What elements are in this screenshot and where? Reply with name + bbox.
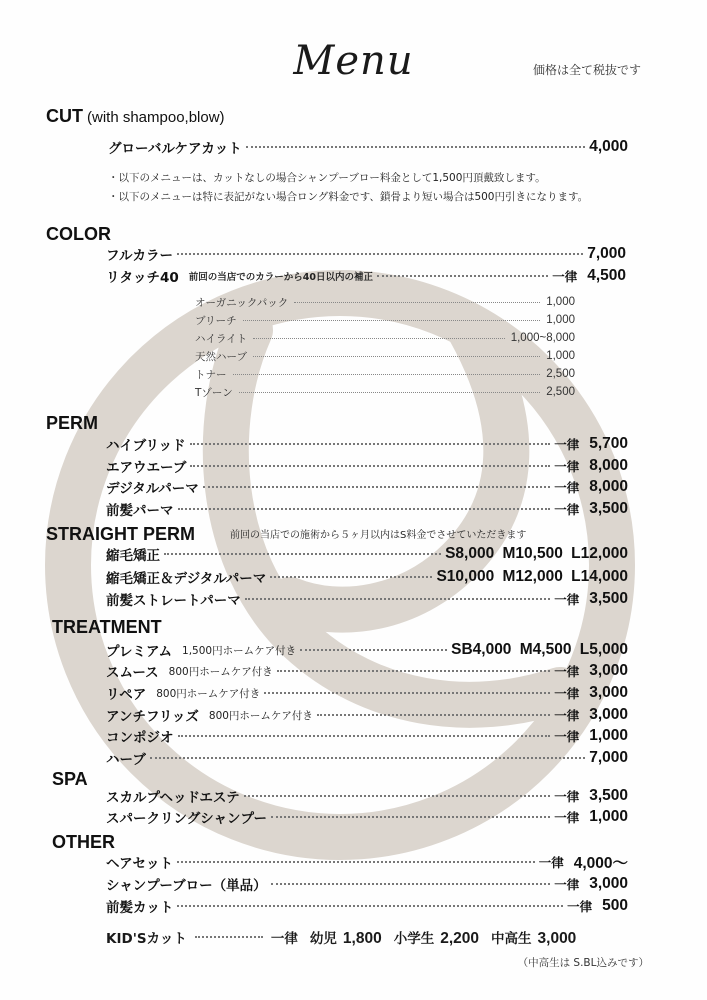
item-uniform: 一律: [554, 437, 580, 452]
item-name: 前髪ストレートパーマ: [106, 593, 241, 609]
section-cut-sub: (with shampoo,blow): [87, 109, 225, 126]
menu-row: [106, 895, 628, 917]
leader-dots: [190, 465, 550, 467]
section-other: [52, 832, 115, 853]
item-note: 前回の当店でのカラーから40日以内の補正: [188, 272, 374, 283]
section-color: [46, 224, 111, 245]
kids-infant-price: 1,800: [342, 929, 382, 947]
leader-dots: [264, 692, 550, 694]
leader-dots: [270, 576, 432, 578]
menu-row: [106, 588, 628, 610]
kids-elementary-price: 2,200: [440, 929, 480, 947]
item-name: デジタルパーマ: [106, 481, 199, 497]
option-name: オーガニックパック: [195, 296, 289, 309]
leader-dots: [177, 861, 535, 863]
section-cut-label: CUT: [46, 106, 83, 126]
item-name: 前髪カット: [106, 900, 174, 916]
option-row: [195, 383, 575, 401]
leader-dots: [300, 649, 447, 651]
leader-dots: [246, 146, 585, 148]
item-uniform: 一律: [538, 855, 564, 870]
item-name: グローバルケアカット: [108, 141, 242, 157]
option-row: [195, 365, 575, 383]
option-price: 1,000: [546, 296, 575, 308]
item-uniform: 一律: [554, 686, 580, 701]
option-name: ブリーチ: [195, 314, 237, 327]
item-price: 7,000: [587, 245, 626, 262]
option-price: 2,500: [546, 368, 575, 380]
option-row: [195, 329, 575, 347]
item-price: 4,000: [589, 138, 628, 155]
item-price: 4,000〜: [573, 855, 628, 872]
option-price: 1,000~8,000: [510, 332, 575, 344]
leader-dots: [190, 443, 551, 445]
leader-dots: [177, 253, 583, 255]
item-name: エアウエーブ: [106, 460, 187, 476]
leader-dots: [203, 486, 550, 488]
leader-dots: [150, 757, 585, 759]
menu-row-global-care-cut: [108, 136, 628, 158]
item-price: 7,000: [589, 749, 628, 766]
item-name: 前髪パーマ: [106, 503, 174, 519]
page-title: Menu: [293, 38, 414, 84]
item-price: S10,000 M12,000 L14,000: [436, 568, 628, 585]
item-uniform: 一律: [554, 502, 580, 517]
item-name: スパークリングシャンプー: [106, 811, 268, 827]
section-perm-label: PERM: [46, 413, 99, 433]
item-name: リペア: [106, 687, 147, 703]
item-name: リタッチ40: [106, 270, 179, 286]
item-price: 3,000: [589, 875, 628, 892]
section-treatment: [52, 617, 162, 638]
item-uniform: 一律: [567, 899, 593, 914]
item-price: SB4,000 M4,500 L5,000: [451, 641, 628, 658]
option-row: [195, 347, 575, 365]
leader-dots: [244, 795, 551, 797]
leader-dots: [245, 598, 550, 600]
leader-dots: [178, 508, 551, 510]
item-name: ハーブ: [106, 752, 146, 768]
leader-dots: [317, 714, 550, 716]
leader-dots: [195, 936, 263, 938]
item-price: S8,000 M10,500 L12,000: [445, 545, 628, 562]
item-name: フルカラー: [106, 248, 173, 264]
kids-middle: [491, 927, 576, 948]
section-color-label: COLOR: [46, 224, 111, 244]
menu-row: [106, 682, 628, 704]
kids-elementary-label: 小学生: [393, 930, 435, 947]
option-name: トナー: [195, 368, 227, 381]
item-name: プレミアム: [106, 644, 173, 660]
menu-row: [106, 476, 628, 498]
section-other-label: OTHER: [52, 832, 115, 852]
section-treatment-label: TREATMENT: [52, 617, 162, 637]
kids-infant: [310, 927, 382, 948]
item-price: 4,500: [587, 267, 626, 284]
kids-elementary: [394, 927, 479, 948]
section-spa: [52, 769, 88, 790]
leader-dots: [271, 883, 551, 885]
item-uniform: 一律: [554, 459, 580, 474]
section-cut: [46, 106, 225, 127]
item-name: ヘアセット: [106, 856, 173, 872]
kids-infant-label: 幼児: [309, 930, 337, 947]
menu-row: [106, 660, 628, 682]
option-row: [195, 293, 575, 311]
item-price: 500: [602, 897, 628, 914]
menu-row: [106, 433, 628, 455]
leader-dots: [277, 670, 550, 672]
item-uniform: 一律: [554, 810, 580, 825]
item-price: 8,000: [589, 478, 628, 495]
section-straight-perm: [46, 524, 195, 545]
leader-dots: [243, 320, 541, 321]
option-name: 天然ハーブ: [195, 350, 247, 363]
item-name: スカルプヘッドエステ: [106, 790, 240, 806]
item-uniform: 一律: [554, 592, 580, 607]
cut-note-1: ・以下のメニューは、カットなしの場合シャンプーブロー料金として1,500円頂戴致します。: [108, 172, 546, 184]
item-price: 1,000: [589, 727, 628, 744]
option-name: ハイライト: [195, 332, 248, 345]
menu-row: [106, 566, 628, 588]
option-price: 1,000: [546, 314, 575, 326]
menu-row: [106, 725, 628, 747]
section-spa-label: SPA: [52, 769, 88, 789]
kids-name: KID'Sカット: [106, 931, 187, 947]
menu-row: [106, 806, 628, 828]
straight-note: 前回の当店での施術から５ヶ月以内はS料金でさせていただきます: [230, 530, 527, 541]
option-price: 1,000: [546, 350, 575, 362]
kids-uniform: 一律: [270, 931, 298, 947]
menu-row: [106, 851, 628, 873]
kids-cut-row: [106, 926, 576, 948]
leader-dots: [377, 275, 548, 277]
menu-row: [106, 704, 628, 726]
cut-note-2: ・以下のメニューは特に表記がない場合ロング料金です、鎖骨より短い場合は500円引きになります。: [108, 191, 589, 203]
item-name: ハイブリッド: [106, 438, 186, 454]
menu-row: [106, 498, 628, 520]
item-uniform: 一律: [554, 729, 580, 744]
item-price: 1,000: [589, 808, 628, 825]
item-note: 800円ホームケア付き: [168, 665, 273, 678]
option-row: [195, 311, 575, 329]
menu-row: [106, 747, 628, 769]
leader-dots: [177, 905, 563, 907]
item-uniform: 一律: [554, 708, 580, 723]
option-name: Tゾーン: [195, 386, 233, 399]
item-price: 3,500: [589, 787, 628, 804]
item-uniform: 一律: [554, 877, 580, 892]
item-price: 3,500: [589, 500, 628, 517]
leader-dots: [253, 356, 540, 357]
menu-row-retouch40: [106, 265, 626, 287]
leader-dots: [294, 302, 540, 303]
tax-note: 価格は全て税抜です: [533, 63, 642, 77]
item-price: 3,000: [589, 706, 628, 723]
item-uniform: 一律: [554, 664, 580, 679]
item-price: 8,000: [589, 457, 628, 474]
item-price: 3,000: [589, 662, 628, 679]
section-perm: [46, 413, 98, 434]
kids-footnote: （中高生は S.BL込みです）: [517, 957, 649, 969]
item-uniform: 一律: [552, 269, 578, 284]
leader-dots: [178, 735, 551, 737]
item-uniform: 一律: [554, 480, 580, 495]
item-note: 1,500円ホームケア付き: [182, 644, 297, 657]
leader-dots: [271, 816, 550, 818]
item-note: 800円ホームケア付き: [208, 709, 313, 722]
section-straight-label: STRAIGHT PERM: [46, 524, 196, 544]
item-name: 縮毛矯正: [106, 548, 160, 564]
leader-dots: [253, 338, 505, 339]
item-price: 3,000: [589, 684, 628, 701]
item-name: スムース: [106, 665, 159, 681]
item-name: 縮毛矯正＆デジタルパーマ: [106, 571, 267, 587]
leader-dots: [164, 553, 441, 555]
kids-middle-price: 3,000: [537, 929, 577, 947]
menu-row: [106, 873, 628, 895]
item-uniform: 一律: [554, 789, 580, 804]
menu-row: [106, 639, 628, 661]
item-price: 3,500: [589, 590, 628, 607]
item-price: 5,700: [589, 435, 628, 452]
item-note: 800円ホームケア付き: [156, 687, 261, 700]
menu-row: [106, 455, 628, 477]
kids-middle-label: 中高生: [491, 930, 532, 947]
leader-dots: [233, 374, 541, 375]
menu-row: [106, 785, 628, 807]
leader-dots: [239, 392, 541, 393]
option-price: 2,500: [546, 386, 575, 398]
item-name: シャンプーブロー（単品）: [106, 878, 267, 894]
menu-row: [106, 543, 628, 565]
item-name: アンチフリッズ: [106, 709, 199, 725]
menu-row-full-color: [106, 243, 626, 265]
item-name: コンポジオ: [106, 730, 174, 746]
